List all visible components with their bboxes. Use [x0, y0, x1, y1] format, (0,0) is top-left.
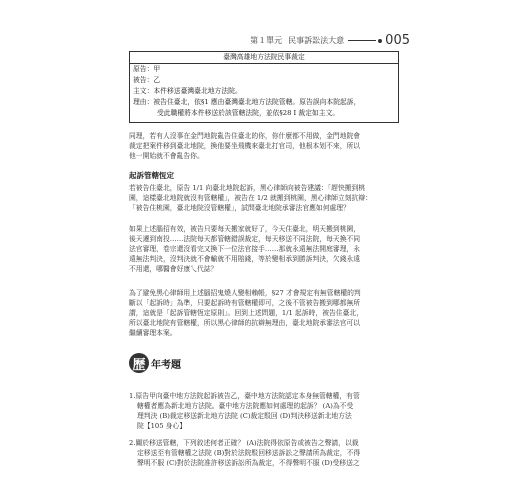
header-unit: 第１單元 — [250, 36, 283, 45]
paragraph-line: 不用還，哪醫會好康乀代誌？ — [129, 265, 218, 273]
running-header — [250, 33, 410, 48]
question-line: 1.原告甲向臺中地方法院起訴被告乙，臺中地方法院認定本身無管轄權，有管 — [129, 392, 360, 400]
exam-badge-icon: 歷 — [129, 353, 149, 373]
question-line: 聲明不服 (C)對於法院准許移送訴訟所為裁定，不得聲明不服 (D)受移送之 — [137, 459, 360, 467]
exam-label: 年考題 — [151, 359, 181, 371]
section-title: 起訴管轄恆定 — [129, 171, 174, 180]
paragraph-line: 斷以「起訴時」為準，只要起訴時有管轄權即可，之後不管被告搬到哪都無所 — [129, 299, 361, 307]
question-line: 理判決 (B)裁定移送新北地方法院 (C)裁定駁回 (D)判決移送新北地方法 — [137, 412, 352, 420]
intro-line: 同理，若有人沒事在金門地院亂告住臺北的你，你什麼都不用做，金門地院會 — [129, 132, 361, 140]
paragraph-line: 為了避免黑心律師用上述腦招鬼燒人變相賴帳，§27 才會規定有無管轄權的判 — [129, 289, 361, 297]
paragraph-line: 所以臺北地院有管轄權，所以黑心律師的抗辯無理由，臺北地院承審法官可以 — [129, 319, 361, 327]
ruling-box — [129, 51, 399, 123]
paragraph-line: 後天遷到南投……法院每天都管轄錯誤裁定，每天移送不同法院，每天換不同 — [129, 235, 361, 243]
paragraph-line: 繼續審理本案。 — [129, 329, 177, 337]
paragraph-line: 謂，這就是「起訴管轄恆定原則」。回到上述問題，1/1 起訴時，被告住臺北， — [129, 309, 363, 317]
paragraph-line: 園，這樣臺北地院就沒有管轄權」，被告在 1/2 就搬到桃園，黑心律師立刻抗辯： — [129, 194, 372, 202]
question-line: 轄權者應為新北地方法院。臺中地方法院應如何處理的起訴？ (A)為不受 — [137, 402, 354, 410]
intro-line: 裁定把案件移到臺北地院，換他要坐飛機來臺北打官司，他根本划不來，所以 — [129, 142, 361, 150]
question-line: 2.關於移送管轄，下列敘述何者正確？ (A)法院得依原告或被告之聲請，以裁 — [129, 439, 359, 447]
paragraph-line: 若被告住臺北，原告 1/1 向臺北地院起訴，黑心律師向被告建議：「趕快搬到桃 — [129, 184, 366, 192]
paragraph-line: 如果上述腦招有效，被告只要每天搬家就好了，今天住臺北，明天搬到桃園， — [129, 225, 361, 233]
exam-heading — [129, 353, 181, 373]
question-1 — [129, 391, 401, 431]
intro-line: 他一開始就不會亂告你。 — [129, 152, 204, 160]
ruling-plaintiff: 原告：甲 — [133, 65, 161, 73]
header-rule — [348, 40, 376, 41]
ruling-defendant: 被告：乙 — [133, 76, 161, 84]
ruling-main: 主文：本件移送臺灣臺北地方法院。 — [133, 87, 242, 95]
header-title: 民事訴訟法大意 — [288, 36, 345, 45]
ruling-reason-1: 理由：被告住臺北，依§1 應由臺灣臺北地方法院管轄。原告誤向本院起訴， — [133, 98, 361, 106]
header-dot-icon — [378, 39, 382, 43]
paragraph-line: 「被告住桃園，臺北地院沒管轄權」，試問臺北地院承審法官應如何處理？ — [129, 204, 350, 212]
question-line: 定移送至有管轄權之法院 (B)對於法院駁回移送訴訟之聲請所為裁定，不得 — [137, 449, 361, 457]
intro-paragraph — [129, 131, 399, 161]
question-line: 院【105 身心】 — [137, 422, 187, 430]
paragraph-3 — [129, 288, 399, 338]
page-number: 005 — [385, 33, 410, 48]
question-2 — [129, 438, 401, 468]
paragraph-2 — [129, 224, 399, 274]
paragraph-line: 遠無法判決，沒判決就不會輸就不用賠錢，等於變相承到勝訴判決，欠錢永遠 — [129, 255, 361, 263]
ruling-title: 臺灣高雄地方法院民事裁定 — [130, 52, 398, 64]
ruling-reason-2: 受此職權將本件移送於該管轄法院，並依§28 I 裁定如主文。 — [157, 109, 340, 117]
paragraph-line: 法官審理，卷宗還沒看完又換下一位法官接手……那就永遠無法開庭審理，永 — [129, 245, 361, 253]
paragraph-1 — [129, 183, 399, 213]
